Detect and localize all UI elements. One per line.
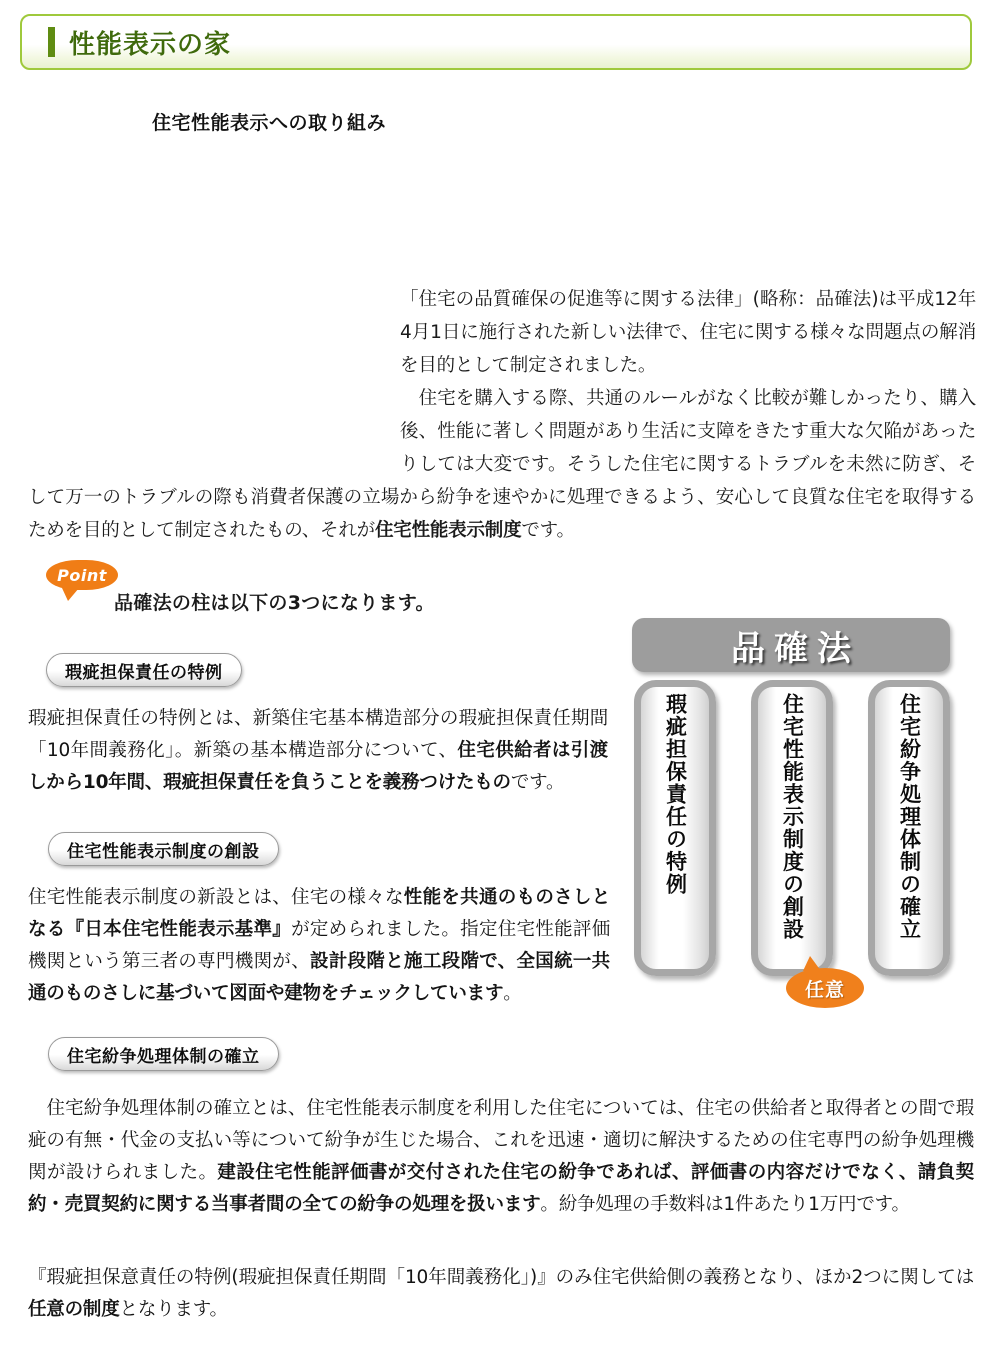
intro-indent-spacer xyxy=(28,283,400,468)
diagram-column-2-label: 住宅性能表示制度の創設 xyxy=(780,693,805,941)
section-body-2-part1: 住宅性能表示制度の新設とは、住宅の様々な xyxy=(28,887,404,908)
section-pill-1 xyxy=(46,653,242,687)
section-pill-3-label: 住宅紛争処理体制の確立 xyxy=(67,1046,260,1067)
diagram-column-3-label: 住宅紛争処理体制の確立 xyxy=(897,693,922,941)
section-body-2-part2: が定められました。指定住宅性能評価機関という第三者の専門機関が、 xyxy=(28,919,610,972)
intro-paragraph-1: 「住宅の品質確保の促進等に関する法律」(略称：品確法)は平成12年4月1日に施行された新しい法律で、住宅に関する様々な問題点の解消を目的として制定されました。 xyxy=(400,289,976,376)
section-body-1 xyxy=(28,703,608,799)
intro-paragraph-2-bold: 住宅性能表示制度 xyxy=(374,520,522,541)
closing-bold: 任意の制度 xyxy=(28,1299,120,1320)
optional-badge xyxy=(786,968,864,1008)
page-title: 性能表示の家 xyxy=(69,29,232,60)
closing-part2: となります。 xyxy=(119,1299,228,1320)
sub-title: 住宅性能表示への取り組み xyxy=(152,112,387,134)
diagram-column-1-label: 瑕疵担保責任の特例 xyxy=(663,693,688,896)
section-body-2-bold2: 設計段階と施工段階で、全国統一共通のものさしに基づいて図面や建物をチェックしています xyxy=(28,951,610,1004)
section-body-1-part2: です。 xyxy=(510,772,565,793)
diagram-column-2 xyxy=(751,680,833,976)
section-pill-2-label: 住宅性能表示制度の創設 xyxy=(67,841,260,862)
section-body-3-part1: 住宅紛争処理体制の確立とは、住宅性能表示制度を利用した住宅については、住宅の供給者と取得者との間で瑕疵の有無・代金の支払い等について紛争が生じた場合、これを迅速・適切に解決するための住宅専門の紛争処理機関が設けられました。 xyxy=(28,1098,974,1183)
point-callout xyxy=(46,560,566,616)
hinkakuho-diagram xyxy=(626,618,974,1001)
optional-badge-label: 任意 xyxy=(804,978,845,1001)
diagram-title-label: 品確法 xyxy=(731,628,860,669)
intro-paragraph-2-tail: です。 xyxy=(521,520,575,541)
point-badge-label: Point xyxy=(57,565,107,585)
header-accent-bar xyxy=(48,27,55,57)
section-body-1-part1: 瑕疵担保責任の特例とは、新築住宅基本構造部分の瑕疵担保責任期間「10年間義務化」。新築の基本構造部分について、 xyxy=(28,708,608,761)
section-body-2 xyxy=(28,882,610,1010)
section-pill-1-label: 瑕疵担保責任の特例 xyxy=(65,662,223,683)
section-body-2-part3: 。 xyxy=(503,983,522,1004)
intro-paragraph-2-lead: 住宅を購入する際、共通のルールがなく比較が難しかったり、購入後、性能に著しく問題があり生活に支障をきたす重大な欠陥があったりしては大変です。そうした住宅に関するトラブルを未然に防ぎ、そして万一のトラブルの際も消費者保護の立場から紛争を速やかに処理できるよう、安心して良質な住宅を取得するためを目的として制定されたもの、それが xyxy=(28,388,976,541)
section-pill-2 xyxy=(48,832,279,866)
point-text: 品確法の柱は以下の3つになります。 xyxy=(114,592,435,614)
diagram-column-1 xyxy=(634,680,716,976)
intro-paragraphs xyxy=(28,283,976,547)
point-badge xyxy=(46,560,118,590)
closing-part1: 『瑕疵担保意責任の特例(瑕疵担保責任期間「10年間義務化」)』のみ住宅供給側の義務となり、ほか2つに関しては xyxy=(28,1267,974,1288)
section-body-3-bold: 建設住宅性能評価書が交付された住宅の紛争であれば、評価書の内容だけでなく、請負契約・売買契約に関する当事者間の全ての紛争の処理を扱います xyxy=(28,1162,974,1215)
diagram-columns xyxy=(626,680,974,1001)
section-body-3-part2: 。紛争処理の手数料は1件あたり1万円です。 xyxy=(540,1194,910,1215)
diagram-column-3 xyxy=(868,680,950,976)
section-body-1-bold: 住宅供給者は引渡しから10年間、瑕疵担保責任を負うことを義務つけたもの xyxy=(28,740,608,793)
section-body-2-bold1: 性能を共通のものさしとなる『日本住宅性能表示基準』 xyxy=(28,887,610,940)
closing-paragraph xyxy=(28,1262,974,1326)
diagram-title-banner xyxy=(632,618,950,672)
section-pill-3 xyxy=(48,1037,279,1071)
section-body-3 xyxy=(28,1093,974,1221)
page-header-banner xyxy=(20,14,972,70)
